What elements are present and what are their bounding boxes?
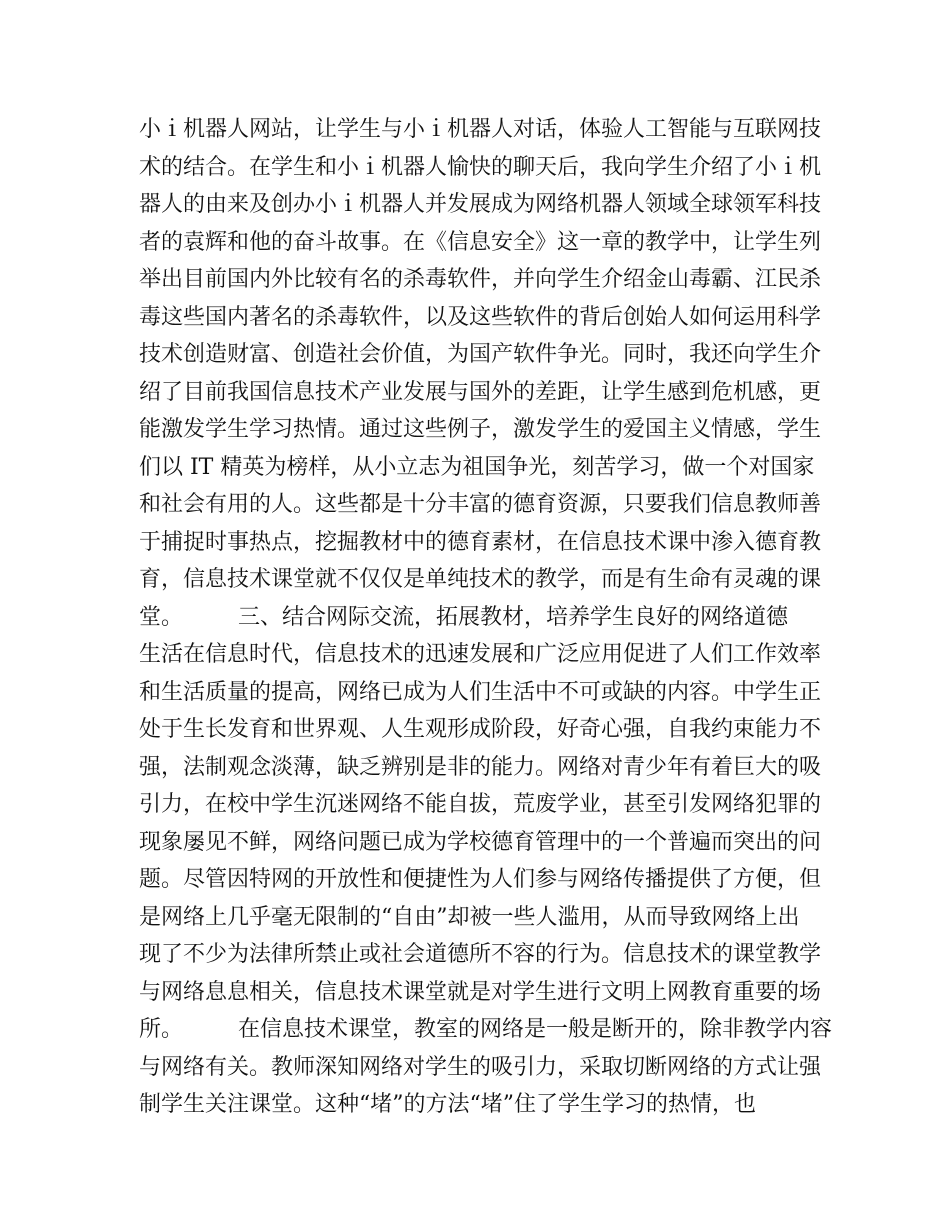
- text-line: 处于生长发育和世界观、人生观形成阶段，好奇心强，自我约束能力不: [139, 717, 822, 742]
- text-line: 能激发学生学习热情。通过这些例子，激发学生的爱国主义情感，学生: [139, 417, 822, 442]
- text-line: 举出目前国内外比较有名的杀毒软件，并向学生介绍金山毒霸、江民杀: [139, 267, 822, 292]
- text-line: 引力，在校中学生沉迷网络不能自拔，荒废学业，甚至引发网络犯罪的: [139, 792, 822, 817]
- text-line: 强，法制观念淡薄，缺乏辨别是非的能力。网络对青少年有着巨大的吸: [139, 754, 822, 780]
- text-line: 育，信息技术课堂就不仅仅是单纯技术的教学，而是有生命有灵魂的课: [139, 567, 822, 592]
- text-line: 是网络上几乎毫无限制的“自由”却被一些人滥用，从而导致网络上出: [139, 904, 800, 930]
- body-text: [139, 111, 833, 1124]
- text-line: 现了不少为法律所禁止或社会道德所不容的行为。信息技术的课堂教学: [139, 942, 822, 967]
- text-line: 术的结合。在学生和小ｉ机器人愉快的聊天后，我向学生介绍了小ｉ机: [139, 154, 822, 180]
- text-line: 毒这些国内著名的杀毒软件，以及这些软件的背后创始人如何运用科学: [139, 304, 822, 330]
- text-line: 所。 在信息技术课堂，教室的网络是一般是断开的，除非教学内容: [139, 1017, 833, 1042]
- text-line: 于捕捉时事热点，挖掘教材中的德育素材，在信息技术课中渗入德育教: [139, 529, 822, 555]
- text-line: 制学生关注课堂。这种“堵”的方法“堵”住了学生学习的热情，也: [139, 1092, 756, 1117]
- text-line: 堂。 三、结合网际交流，拓展教材，培养学生良好的网络道德: [139, 604, 789, 630]
- text-line: 和生活质量的提高，网络已成为人们生活中不可或缺的内容。中学生正: [139, 679, 822, 705]
- text-line: 与网络有关。教师深知网络对学生的吸引力，采取切断网络的方式让强: [139, 1054, 822, 1080]
- text-line: 小ｉ机器人网站，让学生与小ｉ机器人对话，体验人工智能与互联网技: [139, 117, 822, 142]
- text-line: 技术创造财富、创造社会价值，为国产软件争光。同时，我还向学生介: [139, 342, 822, 367]
- text-line: 和社会有用的人。这些都是十分丰富的德育资源，只要我们信息教师善: [139, 492, 822, 517]
- text-line: 者的袁辉和他的奋斗故事。在《信息安全》这一章的教学中，让学生列: [139, 229, 822, 255]
- text-line: 题。尽管因特网的开放性和便捷性为人们参与网络传播提供了方便，但: [139, 867, 822, 892]
- text-line: 绍了目前我国信息技术产业发展与国外的差距，让学生感到危机感，更: [139, 379, 822, 405]
- text-line: 现象屡见不鲜，网络问题已成为学校德育管理中的一个普遍而突出的问: [139, 829, 822, 855]
- text-line: 生活在信息时代，信息技术的迅速发展和广泛应用促进了人们工作效率: [139, 642, 822, 667]
- text-line: 器人的由来及创办小ｉ机器人并发展成为网络机器人领域全球领军科技: [139, 192, 822, 217]
- text-line: 与网络息息相关，信息技术课堂就是对学生进行文明上网教育重要的场: [139, 979, 822, 1005]
- text-line: 们以 IT 精英为榜样，从小立志为祖国争光，刻苦学习，做一个对国家: [139, 454, 815, 480]
